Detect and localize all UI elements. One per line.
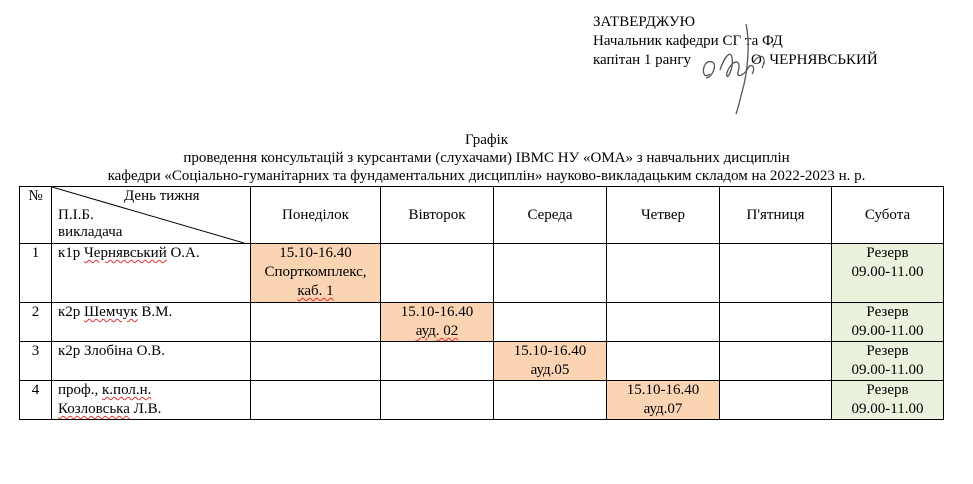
document-department: кафедри «Соціально-гуманітарних та фундаментальних дисциплін» науково-викладацьким складом на 2022-2023 н. р. xyxy=(107,168,866,184)
approval-heading: ЗАТВЕРДЖУЮ xyxy=(593,14,696,30)
monday-slot xyxy=(251,342,381,381)
table-header-row xyxy=(20,187,944,244)
tuesday-slot xyxy=(381,381,494,420)
row-number: 3 xyxy=(20,342,52,381)
tuesday-slot xyxy=(381,244,494,303)
slot-reserve: Резерв xyxy=(866,343,909,359)
slot-room: ауд.05 xyxy=(530,362,570,378)
slot-time: 15.10-16.40 xyxy=(279,245,352,261)
teacher-name: к2р Злобіна О.В. xyxy=(52,342,251,381)
wednesday-slot xyxy=(494,244,607,303)
teacher-surname: Козловська Л.В. xyxy=(58,401,162,417)
friday-slot xyxy=(720,381,832,420)
consultation-schedule-table xyxy=(19,186,944,420)
slot-time: 09.00-11.00 xyxy=(851,362,924,378)
header-friday: П'ятниця xyxy=(720,187,832,244)
teacher-name xyxy=(52,381,251,420)
header-wednesday: Середа xyxy=(494,187,607,244)
handwritten-signature xyxy=(698,22,778,117)
row-number: 1 xyxy=(20,244,52,303)
wednesday-slot xyxy=(494,381,607,420)
saturday-slot xyxy=(832,303,944,342)
approval-position: Начальник кафедри СГ та ФД xyxy=(593,33,783,49)
approval-signatory: О. ЧЕРНЯВСЬКИЙ xyxy=(750,52,878,68)
teacher-name: к2р Шемчук В.М. xyxy=(52,303,251,342)
document-subtitle: проведення консультацій з курсантами (слухачами) ІВМС НУ «ОМА» з навчальних дисциплін xyxy=(183,150,790,166)
header-thursday: Четвер xyxy=(607,187,720,244)
teacher-name: к1р Чернявський О.А. xyxy=(52,244,251,303)
approval-rank: капітан 1 рангу xyxy=(593,52,691,68)
table-row xyxy=(20,342,944,381)
thursday-slot xyxy=(607,303,720,342)
slot-time: 09.00-11.00 xyxy=(851,264,924,280)
row-number: 2 xyxy=(20,303,52,342)
saturday-slot xyxy=(832,381,944,420)
slot-reserve: Резерв xyxy=(866,382,909,398)
header-number: № xyxy=(20,187,52,244)
monday-slot xyxy=(251,381,381,420)
slot-reserve: Резерв xyxy=(866,304,909,320)
table-row xyxy=(20,244,944,303)
friday-slot xyxy=(720,303,832,342)
monday-slot xyxy=(251,244,381,303)
header-day-of-week: День тижня xyxy=(124,188,200,204)
wednesday-slot xyxy=(494,303,607,342)
thursday-slot xyxy=(607,342,720,381)
slot-location: Спорткомплекс, xyxy=(264,264,367,280)
slot-room: ауд.07 xyxy=(643,401,683,417)
tuesday-slot xyxy=(381,342,494,381)
slot-time: 15.10-16.40 xyxy=(400,304,474,320)
tuesday-slot xyxy=(381,303,494,342)
header-tuesday: Вівторок xyxy=(381,187,494,244)
slot-room: ауд. 02 xyxy=(415,323,459,339)
slot-time: 09.00-11.00 xyxy=(851,323,924,339)
slot-room: каб. 1 xyxy=(297,283,334,299)
monday-slot xyxy=(251,303,381,342)
header-monday: Понеділок xyxy=(251,187,381,244)
header-diagonal-cell xyxy=(52,187,251,244)
slot-time: 09.00-11.00 xyxy=(851,401,924,417)
header-teacher: викладача xyxy=(58,224,123,240)
slot-time: 15.10-16.40 xyxy=(626,382,700,398)
slot-reserve: Резерв xyxy=(866,245,909,261)
friday-slot xyxy=(720,244,832,303)
header-saturday: Субота xyxy=(832,187,944,244)
thursday-slot xyxy=(607,381,720,420)
document-title: Графік xyxy=(464,132,509,148)
table-row xyxy=(20,303,944,342)
table-row xyxy=(20,381,944,420)
saturday-slot xyxy=(832,342,944,381)
wednesday-slot xyxy=(494,342,607,381)
saturday-slot xyxy=(832,244,944,303)
friday-slot xyxy=(720,342,832,381)
thursday-slot xyxy=(607,244,720,303)
row-number: 4 xyxy=(20,381,52,420)
slot-time: 15.10-16.40 xyxy=(513,343,587,359)
teacher-degree: проф., к.пол.н. xyxy=(58,382,152,398)
header-name: П.І.Б. xyxy=(58,207,94,223)
